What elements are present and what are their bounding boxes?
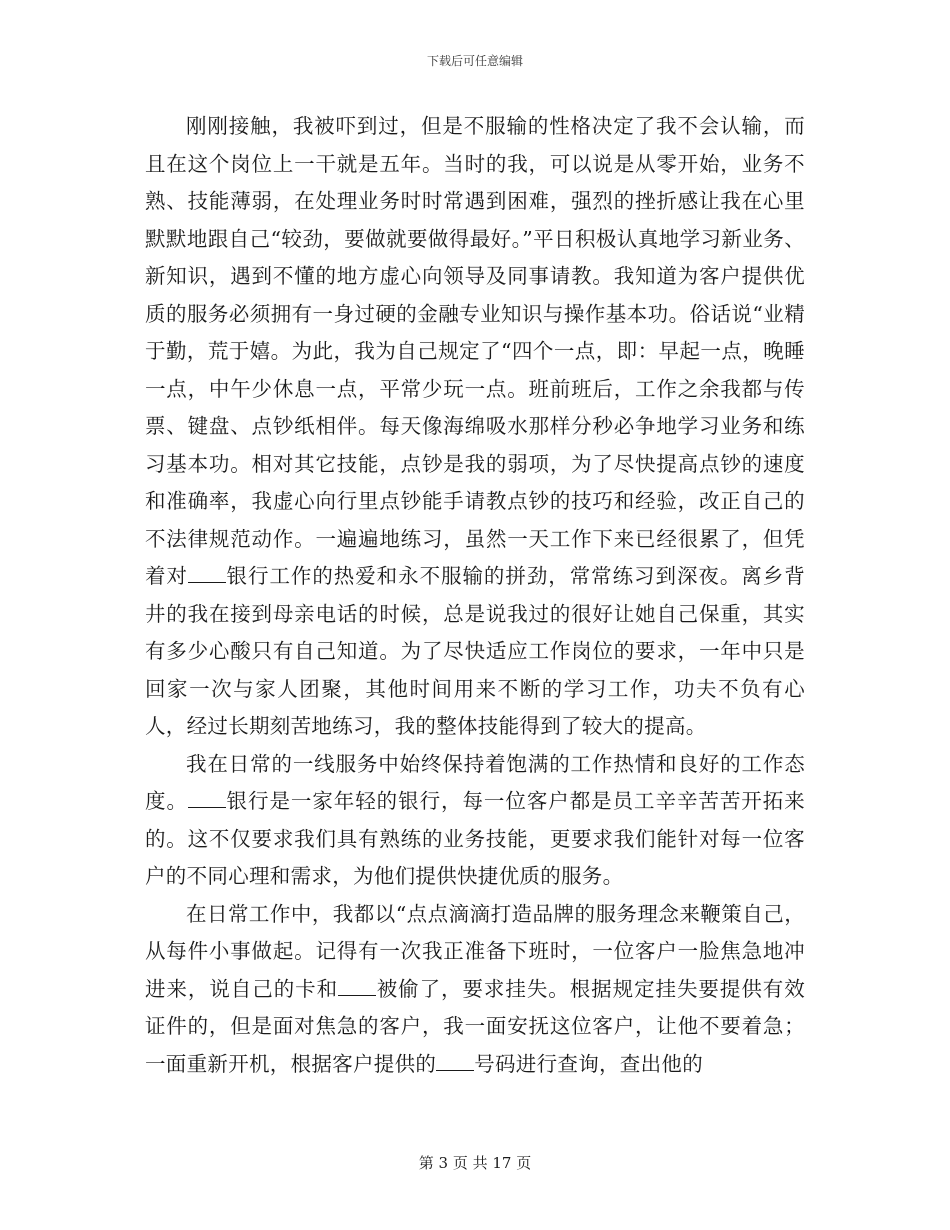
page-footer: 第 3 页 共 17 页: [418, 1154, 532, 1172]
fill-in-blank: [188, 789, 226, 808]
document-body: [145, 108, 805, 1083]
paragraph-text: 刚刚接触，我被吓到过，但是不服输的性格决定了我不会认输，而且在这个岗位上一干就是五年。当时的我，可以说是从零开始，业务不熟、技能薄弱，在处理业务时时常遇到困难，强烈的挫折感让我在心里默默地跟自己“较劲，要做就要做得最好。”平日积极认真地学习新业务、新知识，遇到不懂的地方虚心向领导及同事请教。我知道为客户提供优质的服务必须拥有一身过硬的金融专业知识与操作基本功。俗话说“业精于勤，荒于嬉。为此，我为自己规定了“四个一点，即：早起一点，晚睡一点，中午少休息一点，平常少玩一点。班前班后，工作之余我都与传票、键盘、点钞纸相伴。每天像海绵吸水那样分秒必争地学习业务和练习基本功。相对其它技能，点钞是我的弱项，为了尽快提高点钞的速度和准确率，我虚心向行里点钞能手请教点钞的技巧和经验，改正自己的不法律规范动作。一遍遍地练习，虽然一天工作下来已经很累了，但凭着对: [145, 114, 805, 588]
fill-in-blank: [188, 564, 226, 583]
paragraph-text: 被偷了，要求挂失。根据规定挂失要提供有效证件的，但是面对焦急的客户，我一面安抚这位客户，让他不要着急；一面重新开机，根据客户提供的: [145, 976, 806, 1076]
fill-in-blank: [436, 1052, 474, 1071]
paragraph-text: 银行是一家年轻的银行，每一位客户都是员工辛辛苦苦开拓来的。这不仅要求我们具有熟练的业务技能，更要求我们能针对每一位客户的不同心理和需求，为他们提供快捷优质的服务。: [145, 789, 805, 888]
paragraph-text: 银行工作的热爱和永不服输的拼劲，常常练习到深夜。离乡背井的我在接到母亲电话的时候，总是说我过的很好让她自己保重，其实有多少心酸只有自己知道。为了尽快适应工作岗位的要求，一年中只是回家一次与家人团聚，其他时间用来不断的学习工作，功夫不负有心人，经过长期刻苦地练习，我的整体技能得到了较大的提高。: [145, 564, 805, 738]
paragraph-text: 我在日常的一线服务中始终保持着饱满的工作热情和良好的工作态度。: [145, 751, 805, 813]
page-header: 下载后可任意编辑: [426, 54, 523, 68]
paragraph-2: [145, 746, 805, 896]
paragraph-text: 号码进行查询，查出他的: [474, 1051, 704, 1076]
paragraph-3: [145, 896, 805, 1084]
fill-in-blank: [338, 977, 376, 996]
paragraph-text: 在日常工作中，我都以“点点滴滴打造品牌的服务理念来鞭策自己，从每件小事做起。记得有一次我正准备下班时，一位客户一脸焦急地冲进来，说自己的卡和: [145, 901, 805, 1001]
paragraph-1: [145, 108, 805, 746]
